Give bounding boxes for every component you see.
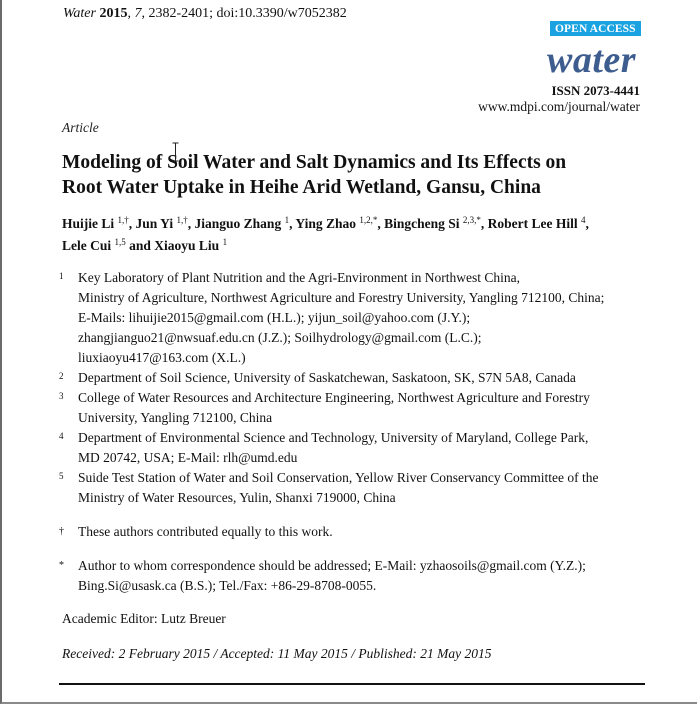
author-name: Jianguo Zhang bbox=[194, 216, 282, 231]
author-list bbox=[62, 213, 589, 257]
paper-title bbox=[62, 150, 566, 200]
affiliation-number: 2 bbox=[59, 371, 64, 381]
citation-volume: 7 bbox=[134, 6, 142, 21]
author-name: Lele Cui bbox=[62, 238, 112, 253]
affiliation-line: University, Yangling 712100, China bbox=[78, 410, 273, 425]
article-type: Article bbox=[62, 120, 99, 135]
author-sep: , bbox=[480, 216, 488, 231]
affiliation-line: College of Water Resources and Architecture Engineering, Northwest Agriculture and Forestry bbox=[78, 390, 590, 405]
affiliation-number: 1 bbox=[59, 271, 64, 281]
note-text: These authors contributed equally to this work. bbox=[78, 524, 333, 539]
issn: ISSN 2073-4441 bbox=[551, 83, 640, 98]
affiliation-line: Department of Soil Science, University of Saskatchewan, Saskatoon, SK, S7N 5A8, Canada bbox=[78, 370, 576, 385]
asterisk-symbol: * bbox=[59, 560, 64, 571]
affiliation-3 bbox=[59, 388, 604, 428]
note-text: Bing.Si@usask.ca (B.S.); Tel./Fax: +86-29-8708-0055. bbox=[78, 578, 377, 593]
journal-url[interactable]: www.mdpi.com/journal/water bbox=[478, 99, 640, 114]
author-affil-sup: 2,3,* bbox=[462, 215, 481, 225]
citation-pages-doi[interactable]: , 2382-2401; doi:10.3390/w7052382 bbox=[141, 6, 347, 21]
affiliation-line: liuxiaoyu417@163.com (X.L.) bbox=[78, 350, 246, 365]
author-sep: and bbox=[125, 238, 155, 253]
author-name: Jun Yi bbox=[135, 216, 174, 231]
academic-editor: Academic Editor: Lutz Breuer bbox=[62, 611, 226, 626]
affiliation-line: Key Laboratory of Plant Nutrition and the Agri-Environment in Northwest China, bbox=[78, 270, 521, 285]
citation-year: 2015 bbox=[99, 6, 128, 21]
affiliation-4 bbox=[59, 428, 604, 468]
author-affil-sup: 1 bbox=[284, 215, 290, 225]
author-name: Xiaoyu Liu bbox=[154, 238, 220, 253]
affiliation-number: 4 bbox=[59, 431, 64, 441]
affiliation-line: zhangjianguo21@nwsuaf.edu.cn (J.Z.); Soilhydrology@gmail.com (L.C.); bbox=[78, 330, 482, 345]
open-access-badge: OPEN ACCESS bbox=[550, 21, 641, 36]
affiliation-line: Ministry of Agriculture, Northwest Agriculture and Forestry University, Yangling 712100, China; bbox=[78, 290, 605, 305]
affiliation-list bbox=[59, 268, 604, 508]
title-line-1: Modeling of Soil Water and Salt Dynamics and Its Effects on bbox=[62, 152, 567, 173]
author-line-1 bbox=[62, 213, 589, 235]
dagger-symbol: † bbox=[59, 526, 64, 537]
author-line-2 bbox=[62, 235, 589, 257]
affiliation-line: Suide Test Station of Water and Soil Conservation, Yellow River Conservancy Committee of the bbox=[78, 470, 599, 485]
equal-contribution-note bbox=[59, 522, 333, 542]
author-affil-sup: 1,5 bbox=[114, 237, 126, 247]
author-sep: , bbox=[187, 216, 195, 231]
author-affil-sup: 1 bbox=[222, 237, 228, 247]
affiliation-2 bbox=[59, 368, 604, 388]
journal-logo: water bbox=[547, 39, 637, 81]
author-affil-sup: 1,† bbox=[117, 215, 129, 225]
author-name: Huijie Li bbox=[62, 216, 115, 231]
author-sep: , bbox=[289, 216, 296, 231]
author-name: Bingcheng Si bbox=[384, 216, 460, 231]
affiliation-line: MD 20742, USA; E-Mail: rlh@umd.edu bbox=[78, 450, 298, 465]
citation-journal: Water bbox=[63, 6, 96, 21]
affiliation-number: 5 bbox=[59, 471, 64, 481]
horizontal-rule bbox=[59, 683, 645, 685]
title-line-2: Root Water Uptake in Heihe Arid Wetland, Gansu, China bbox=[62, 177, 541, 198]
author-sep: , bbox=[585, 216, 589, 231]
author-sep: , bbox=[128, 216, 136, 231]
author-affil-sup: 4 bbox=[581, 215, 586, 225]
author-name: Robert Lee Hill bbox=[487, 216, 578, 231]
publication-dates: Received: 2 February 2015 / Accepted: 11 May 2015 / Published: 21 May 2015 bbox=[62, 646, 492, 661]
affiliation-line: Ministry of Water Resources, Yulin, Shanxi 719000, China bbox=[78, 490, 396, 505]
note-text: Author to whom correspondence should be addressed; E-Mail: yzhaosoils@gmail.com (Y.Z.); bbox=[78, 558, 586, 573]
affiliation-line: E-Mails: lihuijie2015@gmail.com (H.L.); yijun_soil@yahoo.com (J.Y.); bbox=[78, 310, 471, 325]
affiliation-line: Department of Environmental Science and Technology, University of Maryland, College Park, bbox=[78, 430, 589, 445]
author-affil-sup: 1,† bbox=[176, 215, 188, 225]
affiliation-1 bbox=[59, 268, 604, 368]
text-cursor-icon bbox=[171, 142, 180, 162]
affiliation-number: 3 bbox=[59, 391, 64, 401]
author-sep: , bbox=[377, 216, 385, 231]
author-affil-sup: 1,2,* bbox=[359, 215, 378, 225]
correspondence-note bbox=[59, 556, 586, 596]
affiliation-5 bbox=[59, 468, 604, 508]
author-name: Ying Zhao bbox=[295, 216, 356, 231]
citation-line: Water 2015, 7, 2382-2401; doi:10.3390/w7052382 bbox=[63, 6, 347, 21]
